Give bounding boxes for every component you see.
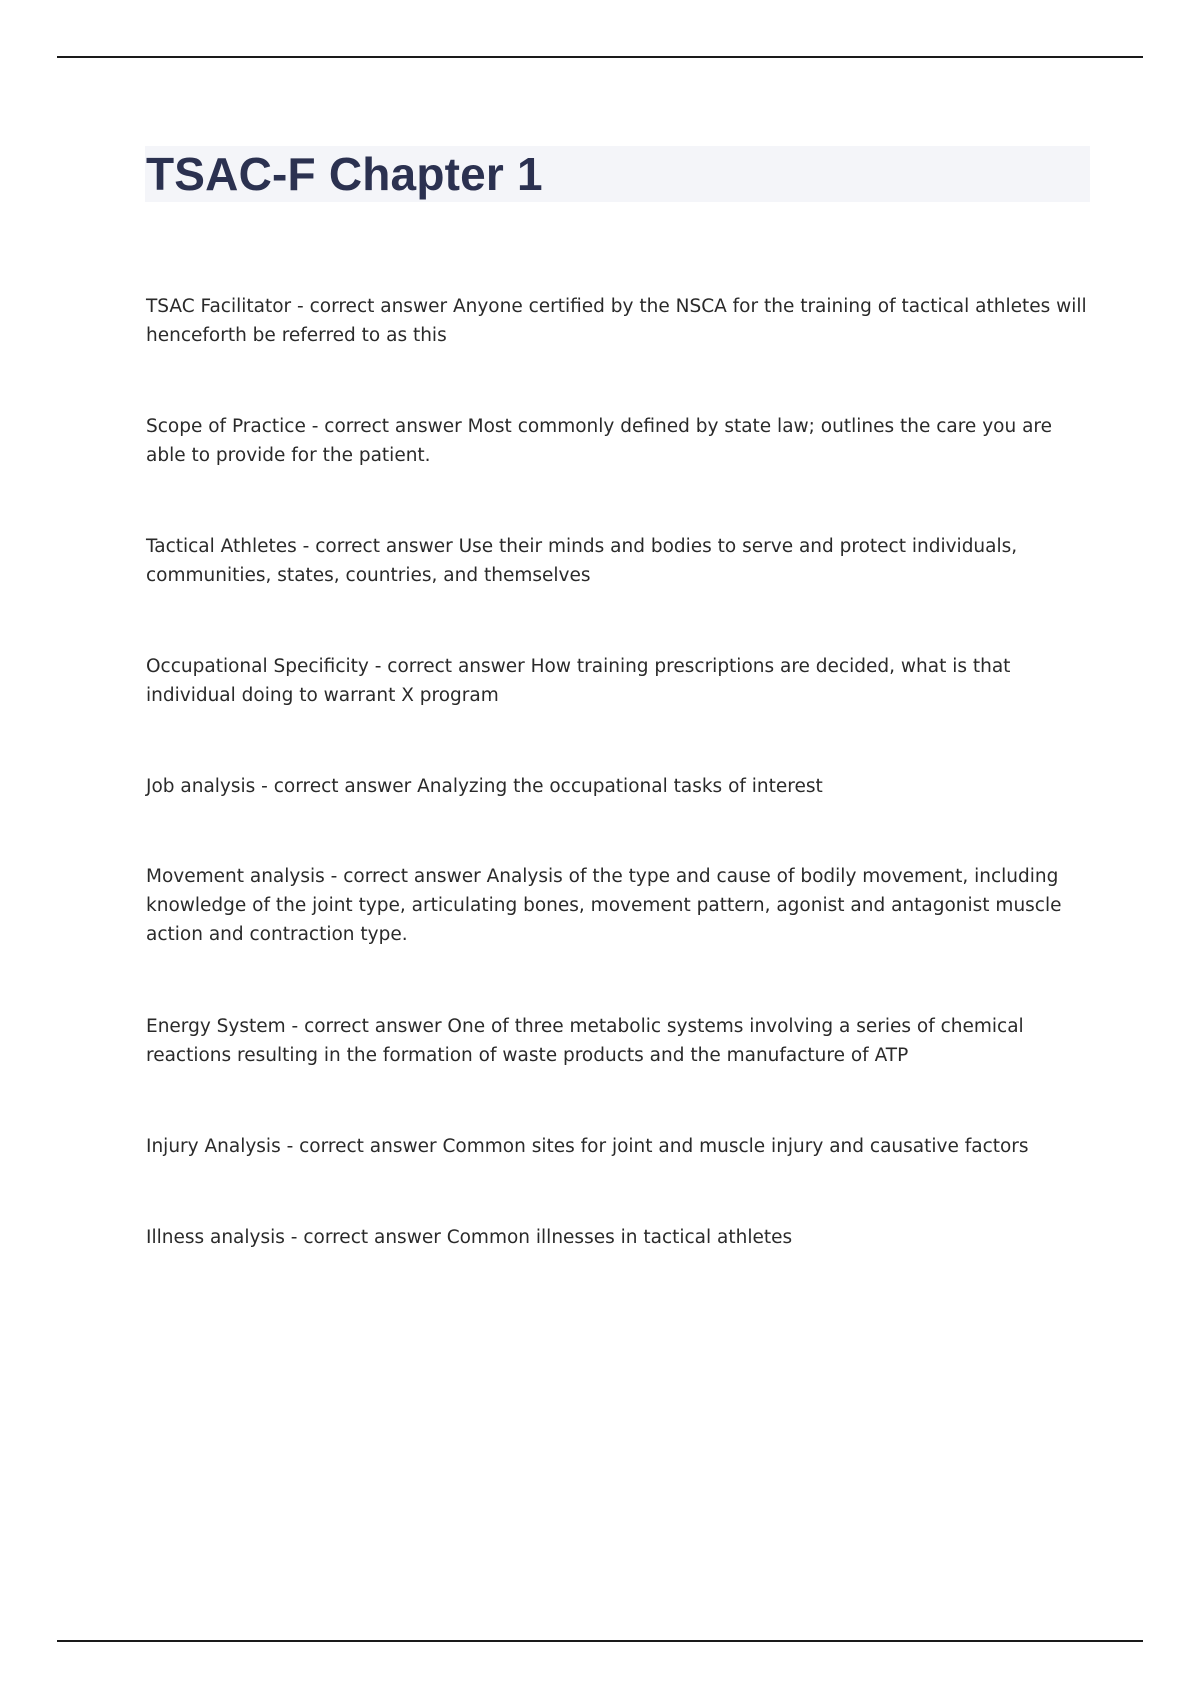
flashcard-entry: Injury Analysis - correct answer Common sites for joint and muscle injury and causative factors <box>146 1136 1029 1157</box>
flashcard-entry: TSAC Facilitator - correct answer Anyone certified by the NSCA for the training of tactical athletes will henceforth be referred to as this <box>146 296 1087 346</box>
flashcard-entry: Tactical Athletes - correct answer Use their minds and bodies to serve and protect individuals, communities, states, countries, and themselves <box>146 536 1018 586</box>
flashcard-entry: Energy System - correct answer One of three metabolic systems involving a series of chemical reactions resulting in the formation of waste products and the manufacture of ATP <box>146 1016 1024 1066</box>
top-rule <box>57 56 1143 58</box>
flashcard-entry: Illness analysis - correct answer Common illnesses in tactical athletes <box>146 1227 793 1248</box>
bottom-rule <box>57 1640 1143 1642</box>
page-title: TSAC-F Chapter 1 <box>146 148 543 200</box>
flashcard-entry: Scope of Practice - correct answer Most commonly defined by state law; outlines the care you are able to provide for the patient. <box>146 416 1052 466</box>
flashcard-entry: Occupational Specificity - correct answer How training prescriptions are decided, what is that individual doing to warrant X program <box>146 656 1011 706</box>
flashcard-entry: Job analysis - correct answer Analyzing the occupational tasks of interest <box>146 776 823 797</box>
flashcard-entry: Movement analysis - correct answer Analysis of the type and cause of bodily movement, including knowledge of the joint type, articulating bones, movement pattern, agonist and antagonist muscle action and contraction type. <box>146 866 1062 945</box>
